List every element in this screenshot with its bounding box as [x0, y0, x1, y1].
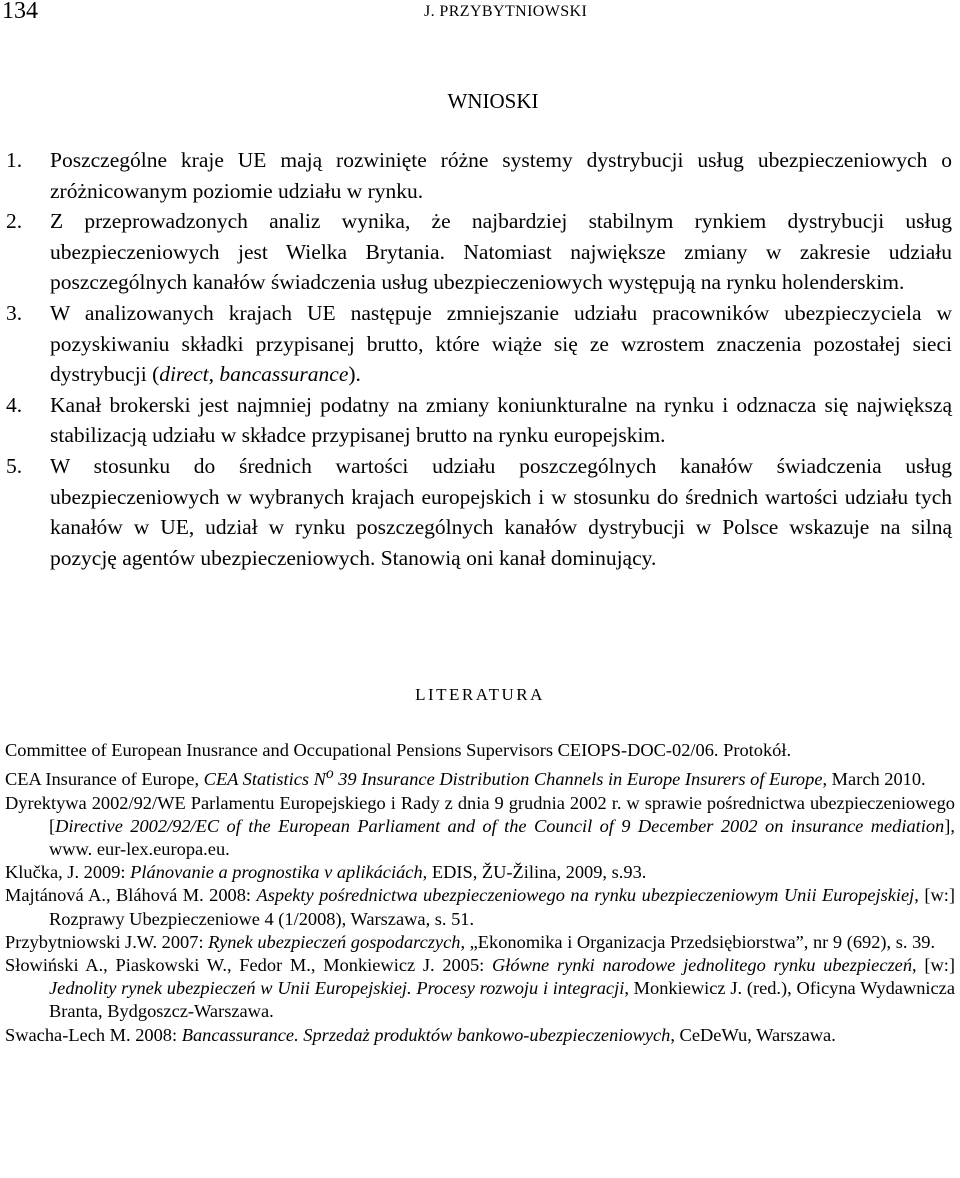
running-head: J. PRZYBYTNIOWSKI [424, 3, 588, 20]
page-number: 134 [2, 0, 38, 24]
reference-text: , [w:] [912, 954, 955, 975]
reference-text: , CeDeWu, Warszawa. [670, 1024, 836, 1045]
reference-item [5, 861, 955, 884]
reference-title: Plánovanie a prognostika v aplikáciách [130, 862, 423, 883]
reference-text: Committee of European Inusrance and Occupational Pensions Supervisors CEIOPS-DOC-02/06. Protokół. [5, 740, 792, 760]
reference-item [5, 1024, 955, 1047]
reference-text: , March 2010. [822, 769, 926, 790]
conclusion-item [6, 298, 952, 390]
conclusions-title: WNIOSKI [447, 89, 539, 113]
conclusion-number: 1. [6, 148, 23, 172]
reference-text: , Monkiewicz J. (red.), Oficyna Wydawnicza Branta, Bydgoszcz-Warszawa. [49, 978, 955, 1022]
conclusions-list [6, 145, 952, 573]
reference-text: CEA Insurance of Europe, [5, 769, 204, 790]
reference-list [5, 739, 955, 1047]
conclusion-text: Z przeprowadzonych analiz wynika, że najbardziej stabilnym rynkiem dystrybucji usług ubezpieczeniowych jest Wielka Brytania. Natomiast największe zmiany w zakresie udziału poszczególnych kanałów świadczenia usług ubezpieczeniowych występują na rynku holenderskim. [50, 209, 952, 295]
reference-item [5, 931, 955, 954]
reference-superscript: o [325, 765, 334, 783]
reference-title: CEA Statistics N [203, 769, 326, 790]
reference-title: Jednolity rynek ubezpieczeń w Unii Europejskiej. Procesy rozwoju i integracji [49, 978, 625, 999]
conclusion-item [6, 145, 952, 206]
reference-title: Directive 2002/92/EC of the European Parliament and of the Council of 9 December 2002 on insurance mediation [55, 815, 945, 836]
conclusion-text: Kanał brokerski jest najmniej podatny na zmiany koniunkturalne na rynku i odznacza się największą stabilizacją udziału w składce przypisanej brutto na rynku europejskim. [50, 392, 952, 448]
reference-text: , „Ekonomika i Organizacja Przedsiębiorstwa”, nr 9 (692), s. 39. [460, 931, 936, 952]
reference-text: Słowiński A., Piaskowski W., Fedor M., Monkiewicz J. 2005: [5, 954, 492, 975]
conclusion-number: 4. [6, 392, 23, 417]
reference-item [5, 762, 955, 791]
reference-item [5, 954, 955, 1024]
conclusion-item [6, 451, 952, 573]
reference-text: Swacha-Lech M. 2008: [5, 1024, 182, 1045]
conclusion-text [50, 298, 952, 390]
reference-text: , [w:] Rozprawy Ubezpieczeniowe 4 (1/2008), Warszawa, s. 51. [49, 885, 955, 929]
reference-title: Główne rynki narodowe jednolitego rynku ubezpieczeń [492, 954, 913, 975]
conclusion-number: 2. [6, 209, 23, 234]
reference-title: Aspekty pośrednictwa ubezpieczeniowego na rynku ubezpieczeniowym Unii Europejskiej [256, 885, 915, 906]
reference-item [5, 792, 955, 862]
literature-title: LITERATURA [415, 685, 545, 704]
reference-text: Klučka, J. 2009: [5, 862, 131, 883]
conclusion-text-italic: direct, bancassurance [159, 362, 349, 387]
reference-text: Dyrektywa 2002/92/WE Parlamentu Europejskiego i Rady z dnia 9 grudnia 2002 r. w sprawie pośrednictwa ubezpieczeniowego [ [5, 792, 955, 836]
conclusion-text: Poszczególne kraje UE mają rozwinięte różne systemy dystrybucji usług ubezpieczeniowych o zróżnicowanym poziomie udziału w rynku. [50, 148, 952, 203]
reference-text: Majtánová A., Bláhová M. 2008: [5, 885, 257, 906]
conclusion-number: 5. [6, 453, 23, 478]
reference-text: ], www. eur-lex.europa.eu. [49, 815, 955, 859]
reference-text: Przybytniowski J.W. 2007: [5, 931, 209, 952]
reference-text: , EDIS, ŽU-Žilina, 2009, s.93. [422, 862, 647, 883]
reference-item [5, 884, 955, 930]
conclusion-text: W stosunku do średnich wartości udziału poszczególnych kanałów świadczenia usług ubezpieczeniowych w wybranych krajach europejskich i w stosunku do średnich wartości udziału tych kanałów w UE, udział w rynku poszczególnych kanałów dystrybucji w Polsce wskazuje na silną pozycję agentów ubezpieczeniowych. Stanowią oni kanał dominujący. [50, 453, 952, 570]
reference-item [5, 739, 955, 762]
page-header [0, 0, 960, 30]
reference-title: 39 Insurance Distribution Channels in Europe Insurers of Europe [333, 769, 823, 790]
conclusion-item [6, 390, 952, 451]
conclusion-text-part: W analizowanych krajach UE następuje zmniejszanie udziału pracowników ubezpieczyciela w pozyskiwaniu składki przypisanej brutto, które wiąże się ze wzrostem znaczenia pozostałej sieci dystrybucji ( [50, 300, 952, 387]
reference-title: Bancassurance. Sprzedaż produktów bankowo-ubezpieczeniowych [181, 1024, 671, 1045]
conclusion-number: 3. [6, 300, 23, 325]
reference-title: Rynek ubezpieczeń gospodarczych [208, 931, 461, 952]
conclusion-text-part: ). [348, 362, 361, 387]
conclusion-item [6, 206, 952, 298]
